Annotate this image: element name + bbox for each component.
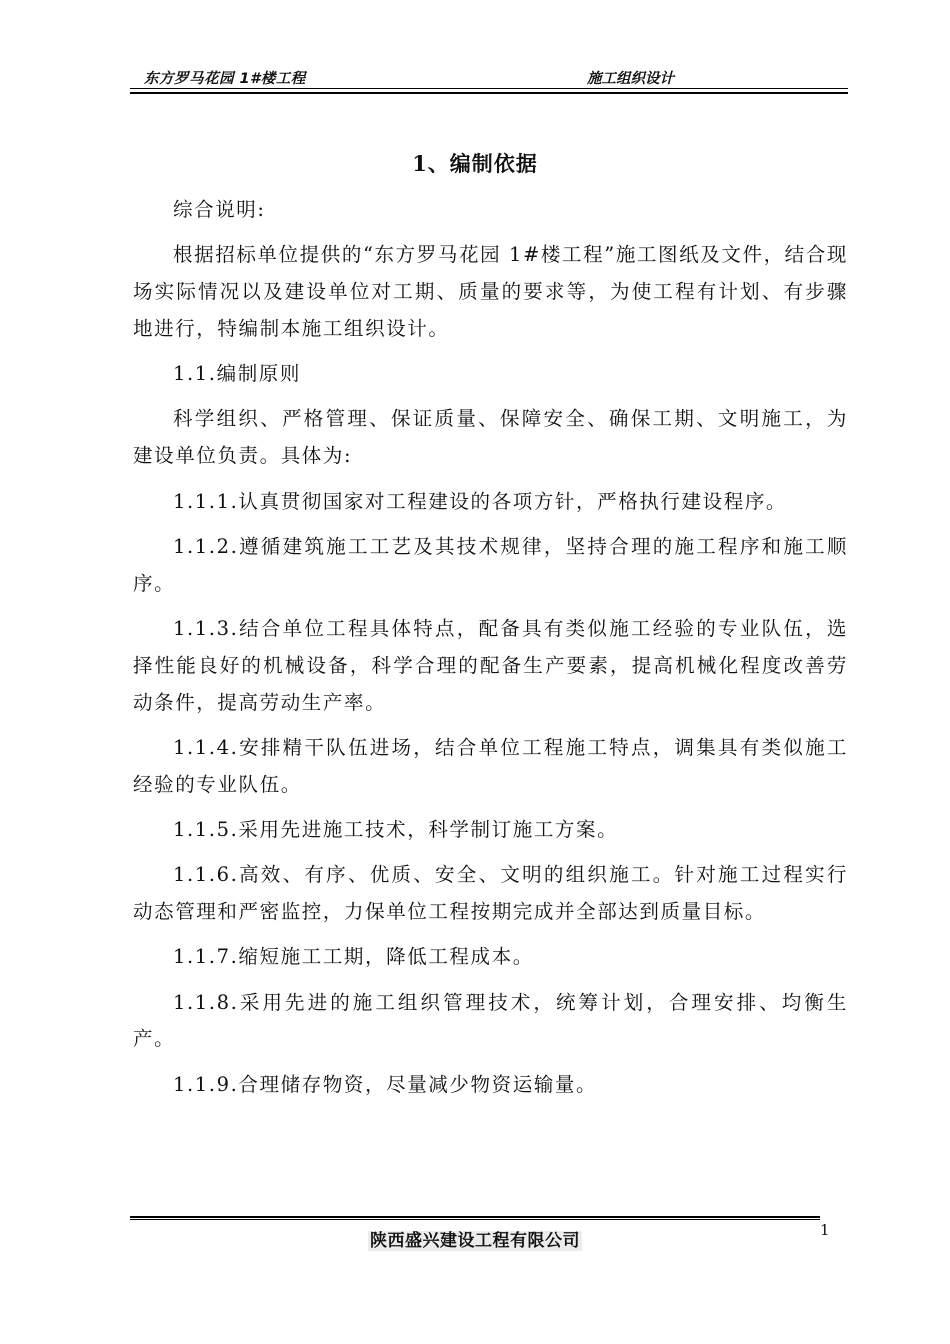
company-name: 陕西盛兴建设工程有限公司 [370, 1231, 580, 1251]
paragraph-principles: 科学组织、严格管理、保证质量、保障安全、确保工期、文明施工，为建设单位负责。具体为: [133, 407, 848, 468]
page-number: 1 [820, 1221, 830, 1239]
list-item: 1.1.1.认真贯彻国家对工程建设的各项方针，严格执行建设程序。 [173, 489, 788, 513]
subsection-heading: 1.1.编制原则 [173, 362, 302, 386]
page-header [130, 64, 848, 90]
header-rule [130, 88, 848, 89]
paragraph-overview-label: 综合说明: [173, 198, 266, 221]
header-rule-thick [130, 92, 848, 94]
document-body [133, 192, 848, 1104]
list-item: 1.1.7.缩短施工工期，降低工程成本。 [173, 945, 534, 969]
list-item: 1.1.6.高效、有序、优质、安全、文明的组织施工。针对施工过程实行动态管理和严密监控，力保单位工程按期完成并全部达到质量目标。 [133, 863, 848, 924]
footer-company [0, 1226, 950, 1251]
header-document-type: 施工组织设计 [587, 71, 674, 87]
list-item: 1.1.8.采用先进的施工组织管理技术，统筹计划，合理安排、均衡生产。 [133, 990, 848, 1051]
section-title: 1、编制依据 [412, 151, 538, 176]
header-project-name: 东方罗马花园 1#楼工程 [144, 71, 306, 87]
list-item: 1.1.5.采用先进施工技术，科学制订施工方案。 [173, 817, 619, 841]
paragraph-overview: 根据招标单位提供的“东方罗马花园 1#楼工程”施工图纸及文件，结合现场实际情况以及建设单位对工期、质量的要求等，为使工程有计划、有步骤地进行，特编制本施工组织设计。 [133, 243, 848, 340]
list-item: 1.1.9.合理储存物资，尽量减少物资运输量。 [173, 1072, 598, 1096]
list-item: 1.1.3.结合单位工程具体特点，配备具有类似施工经验的专业队伍，选择性能良好的机械设备，科学合理的配备生产要素，提高机械化程度改善劳动条件，提高劳动生产率。 [133, 616, 848, 714]
footer-rule-thin [130, 1219, 820, 1220]
footer-rule [130, 1216, 820, 1218]
list-item: 1.1.2.遵循建筑施工工艺及其技术规律，坚持合理的施工程序和施工顺序。 [133, 534, 848, 595]
list-item: 1.1.4.安排精干队伍进场，结合单位工程施工特点，调集具有类似施工经验的专业队伍。 [133, 735, 848, 796]
